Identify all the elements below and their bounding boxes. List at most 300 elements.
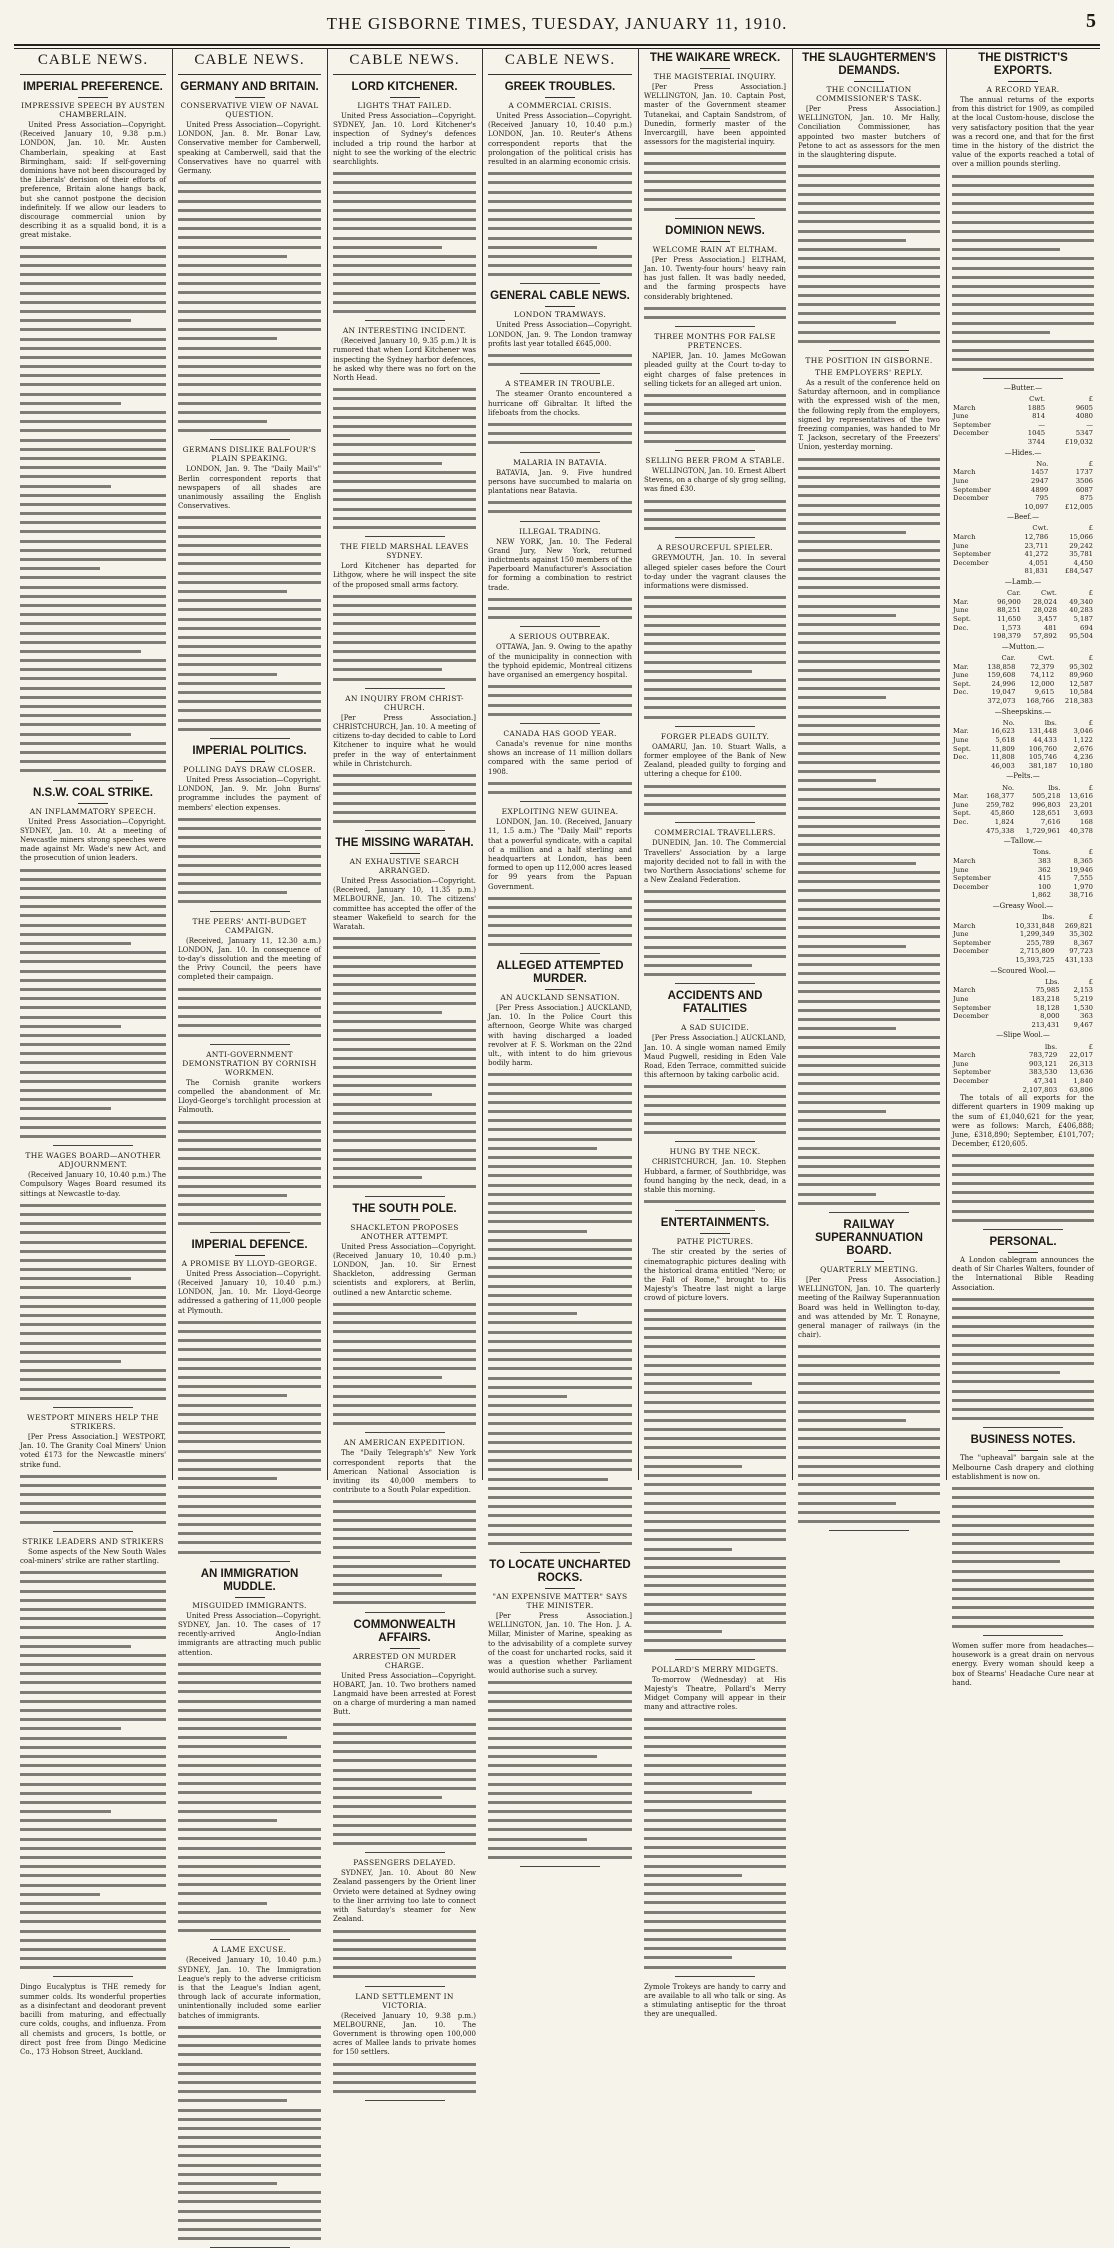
table-cell: 1885 <box>1027 403 1046 412</box>
text-line <box>488 1538 632 1547</box>
text-line <box>333 628 476 637</box>
text-line <box>20 1641 131 1650</box>
text-line <box>488 1714 632 1723</box>
text-line <box>20 646 141 655</box>
text-line <box>178 297 321 306</box>
text-line <box>333 1719 476 1728</box>
export-table-heading: —Butter.— <box>1003 383 1043 392</box>
text-line <box>20 1632 166 1641</box>
text-line <box>178 1126 321 1135</box>
text-line <box>798 1097 940 1106</box>
text-line <box>333 664 442 673</box>
headline-rule <box>700 1233 730 1234</box>
text-line <box>644 1351 786 1360</box>
text-line <box>20 481 111 490</box>
text-line <box>798 262 940 271</box>
table-column-header: lbs. <box>1048 783 1061 792</box>
export-table-row <box>952 874 1094 883</box>
text-line <box>20 407 166 416</box>
text-line <box>952 1330 1094 1339</box>
table-cell: 4,051 <box>1028 558 1049 567</box>
text-line <box>644 1479 786 1488</box>
article-text: SYDNEY, Jan. 10. About 80 New Zealand passengers by the Orient liner Orvieto were detained at Sydney owing to the liner arriving too late to connect with Saturday's steamer for New Zealand. <box>333 1869 476 1924</box>
article-separator <box>675 983 755 984</box>
article-text: The annual returns of the exports from this district for 1909, as compiled at the local Custom-house, disclose the very satisfactory position that the year was a record one, and that for the first time in the history of the district the value of the exports reached a total of over a million pounds sterling. <box>952 96 1094 169</box>
text-line <box>952 244 1060 253</box>
text-line <box>798 1005 940 1014</box>
export-table-row <box>952 736 1094 745</box>
export-table-heading: —Hides.— <box>1004 448 1042 457</box>
export-table-header-row <box>952 719 1094 728</box>
article-separator <box>520 1866 600 1867</box>
text-line <box>798 1124 940 1133</box>
text-line <box>20 1576 166 1585</box>
article-body-lines <box>333 168 476 315</box>
table-cell: 1,970 <box>1073 882 1093 891</box>
text-line <box>644 693 786 702</box>
text-line <box>178 1436 321 1445</box>
text-line <box>488 1262 632 1271</box>
table-column-header: No. <box>1002 783 1015 792</box>
text-line <box>644 1750 786 1759</box>
text-line <box>798 1498 896 1507</box>
text-line <box>488 911 632 920</box>
text-line <box>20 1852 166 1861</box>
table-cell: 18,128 <box>1035 1003 1060 1012</box>
text-line <box>333 1783 476 1792</box>
export-table-row <box>952 986 1094 995</box>
text-line <box>333 637 476 646</box>
text-line <box>20 526 166 535</box>
article-headline: ALLEGED ATTEMPTED MURDER. <box>496 959 624 985</box>
text-line <box>798 941 906 950</box>
text-line <box>20 554 166 563</box>
text-line <box>333 1317 476 1326</box>
text-line <box>20 1310 166 1319</box>
article-separator <box>675 450 755 451</box>
table-column-header: Lbs. <box>1045 977 1060 986</box>
text-line <box>644 702 786 711</box>
text-line <box>488 1253 632 1262</box>
text-line <box>20 1131 166 1140</box>
text-line <box>20 1742 166 1751</box>
text-line <box>178 361 321 370</box>
table-cell: December <box>953 494 989 503</box>
text-line <box>798 1051 940 1060</box>
article-separator <box>675 218 755 219</box>
table-cell: December <box>953 882 989 891</box>
article-body-lines <box>952 1483 1094 1630</box>
article-body-lines <box>178 984 321 1039</box>
article-body-lines <box>333 591 476 683</box>
text-line <box>333 1944 476 1953</box>
text-line <box>178 1797 321 1806</box>
article-body-lines <box>798 454 940 1207</box>
text-line <box>178 687 321 696</box>
table-cell: Sept. <box>953 744 971 753</box>
text-line <box>644 1562 786 1571</box>
table-cell: 1,840 <box>1073 1076 1093 1085</box>
text-line <box>488 709 632 718</box>
text-line <box>333 467 476 476</box>
article-text: OTTAWA, Jan. 9. Owing to the apathy of the municipality in connection with the typhoid epidemic, Montreal citizens have organised an emergency hospital. <box>488 643 632 679</box>
article-subheading: "AN EXPENSIVE MATTER" SAYS THE MINISTER. <box>492 1592 628 1611</box>
text-line <box>644 1424 786 1433</box>
article-body-lines <box>644 390 786 445</box>
text-line <box>20 297 166 306</box>
table-cell: 8,367 <box>1073 938 1093 947</box>
text-line <box>20 1944 166 1953</box>
text-line <box>644 1525 786 1534</box>
text-line <box>178 2196 321 2205</box>
article-body-lines <box>333 770 476 825</box>
text-line <box>644 1091 786 1100</box>
article-subheading: ILLEGAL TRADING. <box>519 526 601 536</box>
table-column-header: No. <box>1002 718 1015 727</box>
text-line <box>20 1471 166 1480</box>
export-table <box>952 784 1094 836</box>
text-line <box>178 2049 321 2058</box>
text-line <box>798 281 940 290</box>
text-line <box>20 929 166 938</box>
text-line <box>20 435 166 444</box>
text-line <box>798 481 940 490</box>
text-line <box>488 681 632 690</box>
text-line <box>178 1409 321 1418</box>
text-line <box>488 1696 632 1705</box>
text-line <box>798 812 940 821</box>
export-table <box>952 395 1094 447</box>
text-line <box>488 1806 632 1815</box>
text-line <box>178 1760 321 1769</box>
table-cell: 415 <box>1037 874 1051 883</box>
text-line <box>798 509 940 518</box>
text-line <box>333 1962 476 1971</box>
text-line <box>488 196 632 205</box>
table-cell: March <box>953 1051 976 1060</box>
text-line <box>333 1838 476 1847</box>
article-text: United Press Association—Copyright. LONDON, Jan. 9. The London tramway profits last year totalled £645,000. <box>488 321 632 348</box>
text-line <box>333 1308 476 1317</box>
article-text: United Press Association—Copyright. LONDON, Jan. 8. Mr. Bonar Law, Conservative member for Camberwell, speaking at Camberwell, said that the Conservatives have no quarrel with Germany. <box>178 121 321 176</box>
text-line <box>798 500 940 509</box>
article-subheading: CONSERVATIVE VIEW OF NAVAL QUESTION. <box>180 101 319 119</box>
text-line <box>798 1014 940 1023</box>
text-line <box>488 1198 632 1207</box>
article-separator <box>365 1852 445 1853</box>
text-line <box>333 1181 476 1190</box>
text-line <box>952 1187 1094 1196</box>
article-separator <box>675 326 755 327</box>
article-separator <box>210 738 290 739</box>
table-cell: 168,377 <box>986 792 1015 801</box>
text-line <box>20 938 131 947</box>
text-line <box>20 563 100 572</box>
text-line <box>20 278 166 287</box>
article-text: [Per Press Association.] WELLINGTON, Jan. 10. Captain Post, master of the Government steamer Tutanekai, and Captain Sandstrom, of Dunedin, formerly master of the Invercargill, have been appointed assessors for the magisterial inquiry. <box>644 83 786 147</box>
text-line <box>644 1415 786 1424</box>
text-line <box>488 1180 632 1189</box>
text-line <box>952 1321 1094 1330</box>
text-line <box>333 1524 476 1533</box>
text-line <box>644 176 786 185</box>
table-cell: 19,047 <box>991 688 1016 697</box>
text-line <box>20 1696 166 1705</box>
text-line <box>488 177 632 186</box>
text-line <box>20 865 166 874</box>
table-cell: 26,313 <box>1069 1059 1093 1068</box>
text-line <box>488 260 632 269</box>
text-line <box>178 1020 321 1029</box>
table-cell: June <box>953 930 969 939</box>
table-column-header: lbs. <box>1044 718 1057 727</box>
text-line <box>333 214 476 223</box>
text-line <box>333 1126 476 1135</box>
table-cell: 875 <box>1080 494 1093 503</box>
text-line <box>644 1580 786 1589</box>
article-subheading: GERMANS DISLIKE BALFOUR'S PLAIN SPEAKING. <box>182 445 317 464</box>
text-line <box>644 1824 786 1833</box>
text-line <box>20 591 166 600</box>
table-cell: 63,806 <box>1069 1085 1093 1094</box>
text-line <box>178 1547 321 1556</box>
table-column-header: £ <box>1088 654 1093 663</box>
text-line <box>178 878 321 887</box>
article-separator <box>520 283 600 284</box>
article-separator <box>675 1976 755 1977</box>
text-line <box>644 408 786 417</box>
headline-rule <box>545 1588 575 1589</box>
article-body-lines <box>488 168 632 278</box>
text-line <box>798 582 940 591</box>
article-separator <box>675 1210 755 1211</box>
text-line <box>20 1687 166 1696</box>
article-separator <box>365 1432 445 1433</box>
text-line <box>488 1409 632 1418</box>
text-line <box>798 573 940 582</box>
table-cell: Dec. <box>953 817 969 826</box>
text-line <box>488 594 632 603</box>
text-line <box>333 674 476 683</box>
text-line <box>20 1870 166 1879</box>
text-line <box>488 251 632 260</box>
text-line <box>488 1079 632 1088</box>
table-cell: 11,809 <box>991 744 1015 753</box>
text-line <box>798 290 940 299</box>
text-line <box>20 288 166 297</box>
article-text: [Per Press Association.] WELLINGTON, Jan. 10. The Hon. J. A. Millar, Minister of Marine, speaking as to the advisability of a complete survey of the coast for uncharted rocks, said it was a question whether Parliament would authorise such a survey. <box>488 1612 632 1676</box>
export-table-row <box>952 697 1094 706</box>
text-line <box>20 1935 166 1944</box>
text-line <box>178 705 321 714</box>
text-line <box>20 324 166 333</box>
table-cell: June <box>953 800 969 809</box>
table-cell: 138,858 <box>987 662 1016 671</box>
table-cell: 12,786 <box>1024 533 1049 542</box>
text-line <box>644 1127 786 1136</box>
article-subheading: THE EMPLOYERS' REPLY. <box>815 367 923 377</box>
table-cell: March <box>953 986 976 995</box>
text-line <box>178 724 321 733</box>
headline-rule <box>390 1648 420 1649</box>
text-line <box>488 1244 632 1253</box>
text-line <box>178 1769 321 1778</box>
text-line <box>333 988 476 997</box>
table-column-header: Tons. <box>1032 848 1051 857</box>
export-table-row <box>952 412 1094 421</box>
text-line <box>333 1418 476 1427</box>
article-body-lines <box>644 148 786 212</box>
table-cell: 383,530 <box>1029 1068 1058 1077</box>
export-table-row <box>952 1068 1094 1077</box>
table-cell: September <box>953 874 991 883</box>
text-line <box>644 303 786 312</box>
table-cell: 81,831 <box>1024 567 1049 576</box>
text-line <box>952 171 1094 180</box>
article-subheading: AN AMERICAN EXPEDITION. <box>343 1438 466 1448</box>
text-line <box>178 306 321 315</box>
export-table-heading: —Greasy Wool.— <box>992 901 1054 910</box>
text-line <box>488 1520 632 1529</box>
text-line <box>798 849 940 858</box>
text-line <box>644 1851 786 1860</box>
table-cell: 49,340 <box>1069 597 1093 606</box>
text-line <box>952 1386 1094 1395</box>
article-headline: IMPERIAL PREFERENCE. <box>23 81 163 93</box>
text-line <box>20 1319 166 1328</box>
text-line <box>20 683 166 692</box>
text-line <box>178 1491 321 1500</box>
text-line <box>178 1464 321 1473</box>
text-line <box>644 436 786 445</box>
table-cell: 9,615 <box>1034 688 1055 697</box>
text-line <box>798 1461 940 1470</box>
article-separator <box>829 1530 909 1531</box>
text-line <box>798 1170 940 1179</box>
text-line <box>333 1080 476 1089</box>
text-line <box>952 1492 1094 1501</box>
text-line <box>178 260 321 269</box>
table-cell: Dec. <box>953 623 969 632</box>
text-line <box>333 223 476 232</box>
text-line <box>952 1340 1094 1349</box>
table-cell: September <box>953 938 991 947</box>
text-line <box>488 1382 632 1391</box>
text-line <box>20 1604 166 1613</box>
article-separator <box>520 373 600 374</box>
text-line <box>333 458 442 467</box>
text-line <box>798 545 940 554</box>
text-line <box>644 1626 722 1635</box>
text-line <box>488 187 632 196</box>
text-line <box>333 260 476 269</box>
text-line <box>333 306 476 315</box>
text-line <box>20 947 166 956</box>
newspaper-column <box>14 46 172 2056</box>
export-table-row <box>952 753 1094 762</box>
text-line <box>20 1374 166 1383</box>
text-line <box>178 2077 321 2086</box>
text-line <box>333 449 476 458</box>
text-line <box>20 352 166 361</box>
text-line <box>644 886 786 895</box>
export-table-row <box>952 598 1094 607</box>
text-line <box>952 180 1094 189</box>
export-table-header-row <box>952 524 1094 533</box>
article-subheading: THE CONCILIATION COMMISSIONER'S TASK. <box>816 85 922 103</box>
text-line <box>798 161 940 170</box>
text-line <box>178 1510 321 1519</box>
table-cell: 74,112 <box>1030 671 1055 680</box>
text-line <box>488 1797 632 1806</box>
text-line <box>333 513 476 522</box>
text-line <box>178 370 321 379</box>
text-line <box>178 1218 321 1227</box>
article-body-lines <box>20 1567 166 1971</box>
text-line <box>644 1378 752 1387</box>
text-line <box>488 1124 632 1133</box>
text-line <box>178 177 321 186</box>
table-cell: 28,028 <box>1033 606 1057 615</box>
export-table-header-row <box>952 848 1094 857</box>
table-cell: — <box>1038 420 1046 429</box>
headline-rule <box>545 97 575 98</box>
article-text: United Press Association—Copyright. (Received January 10, 10.40 p.m.) LONDON, Jan. 10. Mr. Lloyd-George addressed a gathering of 11,000 people at Plymouth. <box>178 1269 321 1315</box>
text-line <box>178 343 321 352</box>
text-line <box>488 1723 632 1732</box>
export-table-row <box>952 615 1094 624</box>
text-line <box>798 299 940 308</box>
text-line <box>178 860 321 869</box>
text-line <box>798 170 940 179</box>
text-line <box>644 1870 742 1879</box>
export-table-row <box>952 809 1094 818</box>
text-line <box>20 370 166 379</box>
article-body-lines <box>952 1150 1094 1224</box>
text-line <box>178 887 287 896</box>
text-line <box>333 494 476 503</box>
text-line <box>178 232 321 241</box>
export-table-row <box>952 404 1094 413</box>
text-line <box>798 1088 940 1097</box>
column-rule <box>946 48 947 1480</box>
table-cell: 218,383 <box>1064 696 1093 705</box>
text-line <box>952 1206 1094 1215</box>
text-line <box>488 1354 632 1363</box>
text-line <box>952 272 1094 281</box>
text-line <box>798 1516 940 1525</box>
text-line <box>333 485 476 494</box>
article-text: United Press Association—Copyright. (Received January 10, 10.40 p.m.) LONDON, Jan. 10. Reuter's Athens correspondent reports that the prolongation of the political crisis has resulted in an alarming economic crisis. <box>488 112 632 167</box>
text-line <box>798 628 940 637</box>
text-line <box>178 577 321 586</box>
text-line <box>798 1078 940 1087</box>
table-cell: £19,032 <box>1064 437 1093 446</box>
article-text: WELLINGTON, Jan. 10. Ernest Albert Stevens, on a charge of sly grog selling, was fined £30. <box>644 467 786 494</box>
column-rule <box>482 48 483 1480</box>
article-text: (Received, January 11, 12.30 a.m.) LONDON, Jan. 10. In consequence of to-day's dissolution and the meeting of the Privy Council, the peers have completed their campaign. <box>178 936 321 982</box>
article-subheading: ARRESTED ON MURDER CHARGE. <box>352 1651 457 1670</box>
table-cell: June <box>953 541 969 550</box>
text-line <box>644 194 786 203</box>
text-line <box>644 1461 742 1470</box>
article-separator <box>829 1212 909 1213</box>
text-line <box>798 996 940 1005</box>
text-line <box>333 961 476 970</box>
text-line <box>333 1774 476 1783</box>
table-cell: 41,272 <box>1024 550 1049 559</box>
article-headline: COMMONWEALTH AFFAIRS. <box>353 1618 456 1644</box>
